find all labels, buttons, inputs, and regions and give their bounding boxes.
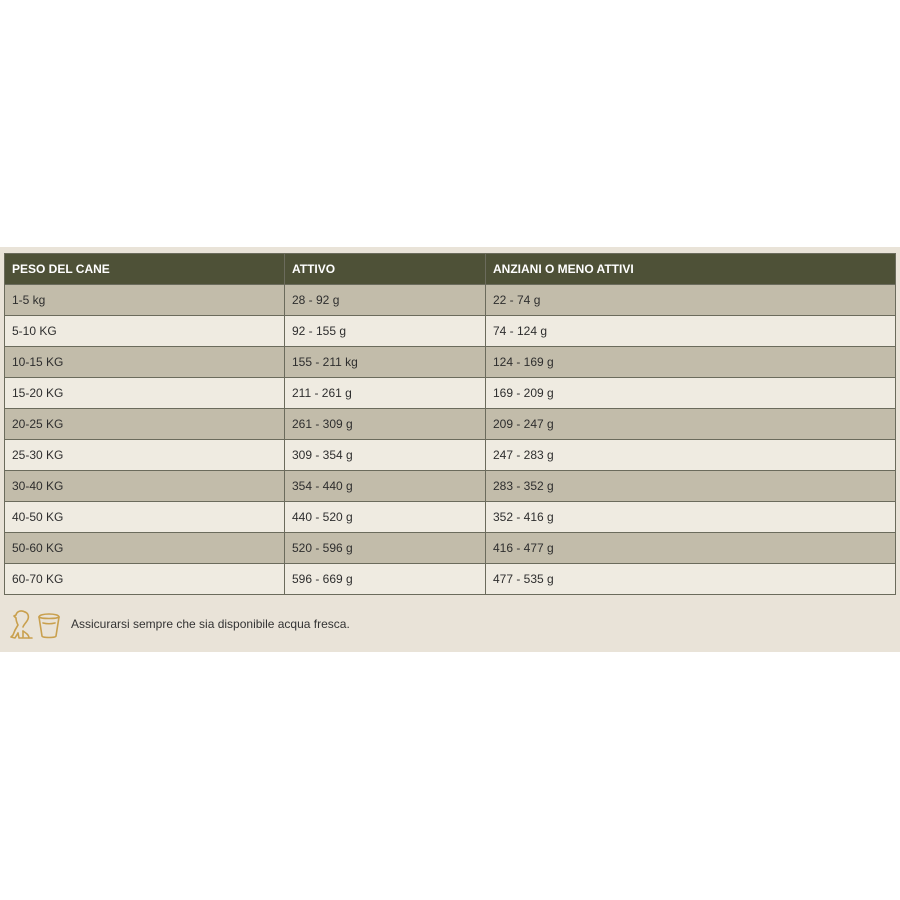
- table-row: [5, 471, 896, 502]
- cell-active: 211 - 261 g: [285, 378, 486, 409]
- cell-senior: 247 - 283 g: [486, 440, 896, 471]
- cell-senior: 169 - 209 g: [486, 378, 896, 409]
- feeding-table: [4, 253, 896, 595]
- header-senior-less-active: ANZIANI O MENO ATTIVI: [486, 254, 896, 285]
- cell-weight: 50-60 KG: [5, 533, 285, 564]
- cell-weight: 15-20 KG: [5, 378, 285, 409]
- header-active: ATTIVO: [285, 254, 486, 285]
- cell-weight: 30-40 KG: [5, 471, 285, 502]
- table-row: [5, 533, 896, 564]
- table-row: [5, 440, 896, 471]
- header-dog-weight: PESO DEL CANE: [5, 254, 285, 285]
- cell-active: 28 - 92 g: [285, 285, 486, 316]
- cell-senior: 416 - 477 g: [486, 533, 896, 564]
- cell-active: 309 - 354 g: [285, 440, 486, 471]
- cell-active: 596 - 669 g: [285, 564, 486, 595]
- cell-weight: 10-15 KG: [5, 347, 285, 378]
- cell-senior: 352 - 416 g: [486, 502, 896, 533]
- cell-weight: 40-50 KG: [5, 502, 285, 533]
- cell-weight: 25-30 KG: [5, 440, 285, 471]
- table-row: [5, 285, 896, 316]
- cell-active: 520 - 596 g: [285, 533, 486, 564]
- cell-senior: 124 - 169 g: [486, 347, 896, 378]
- cell-senior: 209 - 247 g: [486, 409, 896, 440]
- table-row: [5, 564, 896, 595]
- table-row: [5, 347, 896, 378]
- cell-active: 155 - 211 kg: [285, 347, 486, 378]
- cell-senior: 477 - 535 g: [486, 564, 896, 595]
- table-row: [5, 502, 896, 533]
- cell-weight: 5-10 KG: [5, 316, 285, 347]
- cell-senior: 22 - 74 g: [486, 285, 896, 316]
- cell-active: 261 - 309 g: [285, 409, 486, 440]
- cell-weight: 20-25 KG: [5, 409, 285, 440]
- cell-weight: 1-5 kg: [5, 285, 285, 316]
- water-note-text: Assicurarsi sempre che sia disponibile acqua fresca.: [71, 617, 350, 631]
- feeding-guide-panel: [0, 247, 900, 652]
- cell-active: 92 - 155 g: [285, 316, 486, 347]
- table-row: [5, 378, 896, 409]
- cell-weight: 60-70 KG: [5, 564, 285, 595]
- table-header-row: [5, 254, 896, 285]
- cell-active: 440 - 520 g: [285, 502, 486, 533]
- table-row: [5, 409, 896, 440]
- cell-senior: 283 - 352 g: [486, 471, 896, 502]
- dog-water-bowl-icon: [5, 607, 63, 641]
- table-row: [5, 316, 896, 347]
- cell-active: 354 - 440 g: [285, 471, 486, 502]
- cell-senior: 74 - 124 g: [486, 316, 896, 347]
- water-note: [5, 607, 350, 641]
